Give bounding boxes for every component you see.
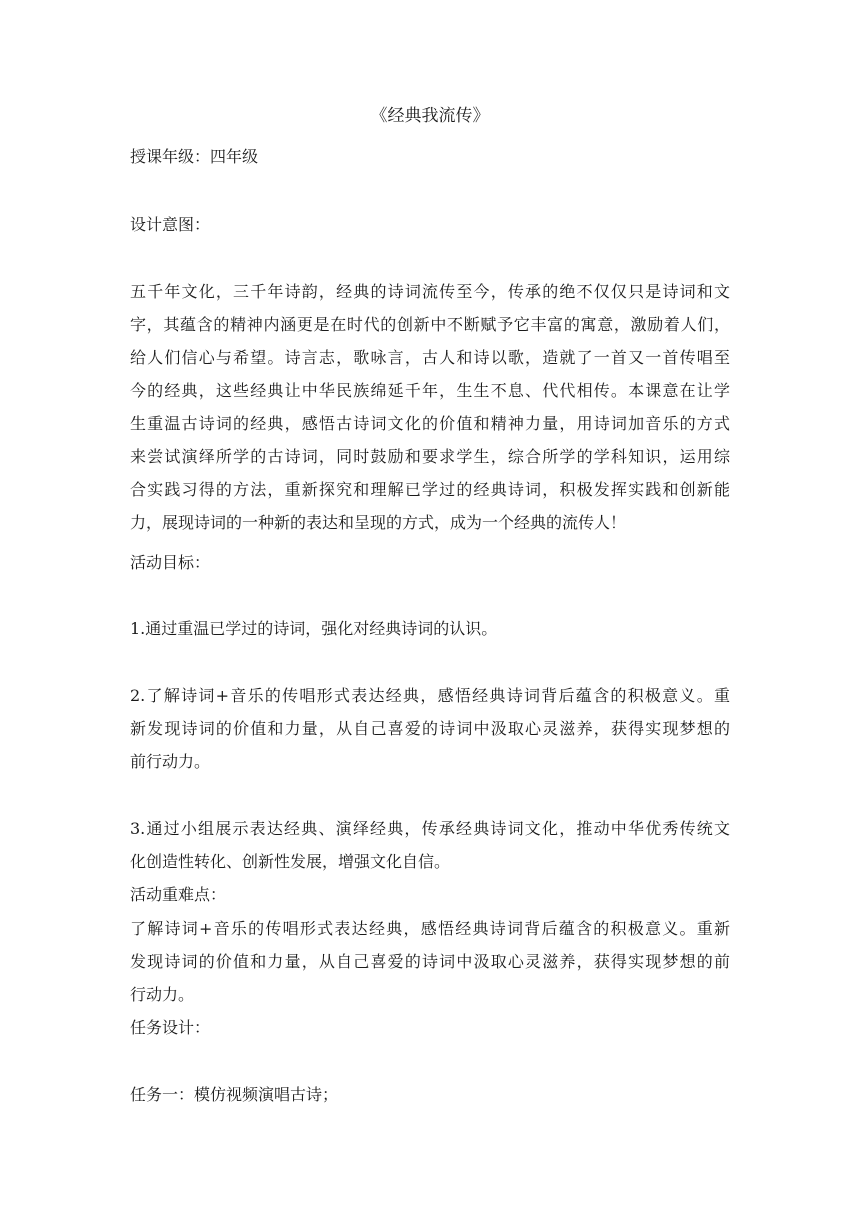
keypoints-heading: 活动重难点： [130,885,227,904]
goal-2-line: 前行动力。 [130,752,211,771]
task-heading: 任务设计： [130,1018,211,1037]
design-line: 五千年文化，三千年诗韵，经典的诗词流传至今，传承的绝不仅仅只是诗词和文 [130,282,730,301]
keypoints-line: 发现诗词的价值和力量，从自己喜爱的诗词中汲取心灵滋养，获得实现梦想的前 [130,952,730,971]
goal-2-line: 2.了解诗词+音乐的传唱形式表达经典，感悟经典诗词背后蕴含的积极意义。重 [130,686,730,705]
goal-3-line: 化创造性转化、创新性发展，增强文化自信。 [130,852,451,871]
document-title: 《经典我流传》 [370,106,490,126]
design-line: 来尝试演绎所学的古诗词，同时鼓励和要求学生，综合所学的学科知识，运用综 [130,447,730,466]
goal-1: 1.通过重温已学过的诗词，强化对经典诗词的认识。 [130,619,498,638]
design-line: 给人们信心与希望。诗言志，歌咏言，古人和诗以歌，造就了一首又一首传唱至 [130,348,730,367]
keypoints-line: 行动力。 [130,985,195,1004]
design-heading: 设计意图： [130,215,211,234]
goal-2-line: 新发现诗词的价值和力量，从自己喜爱的诗词中汲取心灵滋养，获得实现梦想的 [130,719,730,738]
design-line: 生重温古诗词的经典，感悟古诗词文化的价值和精神力量，用诗词加音乐的方式 [130,414,730,433]
task-1: 任务一：模仿视频演唱古诗； [130,1085,339,1104]
keypoints-line: 了解诗词+音乐的传唱形式表达经典，感悟经典诗词背后蕴含的积极意义。重新 [130,919,730,938]
goals-heading: 活动目标： [130,553,211,572]
grade-line: 授课年级：四年级 [130,147,259,166]
design-line: 字，其蕴含的精神内涵更是在时代的创新中不断赋予它丰富的寓意，激励着人们， [130,315,730,334]
design-line: 合实践习得的方法，重新探究和理解已学过的经典诗词，积极发挥实践和创新能 [130,480,730,499]
design-line: 力，展现诗词的一种新的表达和呈现的方式，成为一个经典的流传人！ [130,513,627,532]
goal-3-line: 3.通过小组展示表达经典、演绎经典，传承经典诗词文化，推动中华优秀传统文 [130,819,730,838]
design-line: 今的经典，这些经典让中华民族绵延千年，生生不息、代代相传。本课意在让学 [130,381,730,400]
